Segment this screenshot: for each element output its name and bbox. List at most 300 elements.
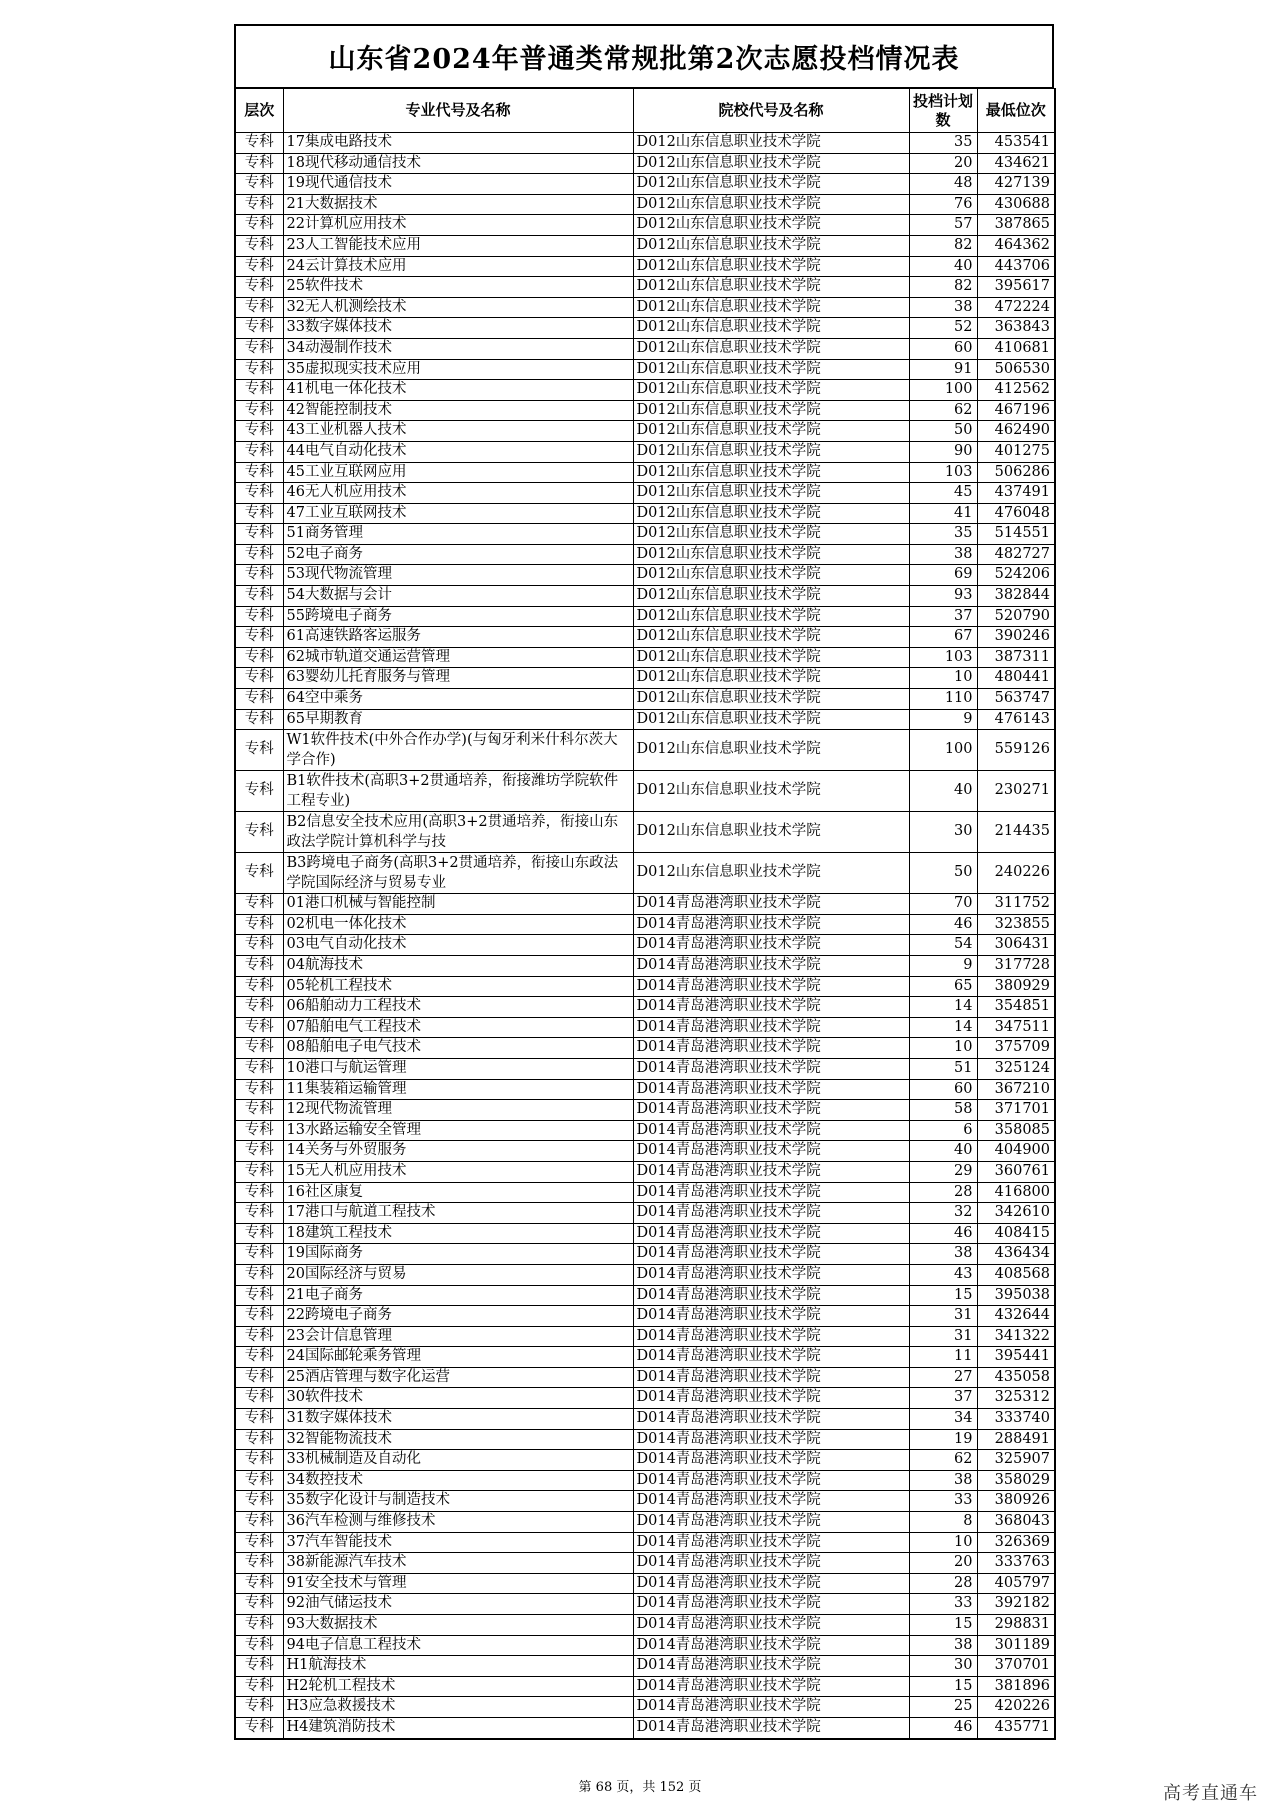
table-row xyxy=(235,1450,1055,1471)
cell-school: D012山东信息职业技术学院 xyxy=(633,318,909,339)
cell-school: D014青岛港湾职业技术学院 xyxy=(633,1470,909,1491)
cell-major: 34数控技术 xyxy=(283,1470,633,1491)
cell-plan: 14 xyxy=(909,1017,977,1038)
table-row xyxy=(235,1017,1055,1038)
cell-plan: 48 xyxy=(909,174,977,195)
cell-major: 02机电一体化技术 xyxy=(283,914,633,935)
cell-level: 专科 xyxy=(235,483,283,504)
cell-level: 专科 xyxy=(235,1326,283,1347)
cell-rank: 435771 xyxy=(977,1717,1055,1738)
watermark: 高考直通车 xyxy=(1163,1783,1258,1804)
cell-school: D014青岛港湾职业技术学院 xyxy=(633,1182,909,1203)
cell-rank: 358029 xyxy=(977,1470,1055,1491)
header-school: 院校代号及名称 xyxy=(633,89,909,133)
cell-plan: 15 xyxy=(909,1615,977,1636)
cell-plan: 14 xyxy=(909,997,977,1018)
cell-school: D012山东信息职业技术学院 xyxy=(633,380,909,401)
cell-level: 专科 xyxy=(235,1656,283,1677)
cell-school: D014青岛港湾职业技术学院 xyxy=(633,1532,909,1553)
cell-major: 62城市轨道交通运营管理 xyxy=(283,647,633,668)
cell-level: 专科 xyxy=(235,1615,283,1636)
cell-rank: 420226 xyxy=(977,1697,1055,1718)
cell-school: D012山东信息职业技术学院 xyxy=(633,174,909,195)
cell-school: D012山东信息职业技术学院 xyxy=(633,647,909,668)
cell-rank: 317728 xyxy=(977,956,1055,977)
cell-plan: 10 xyxy=(909,1532,977,1553)
cell-level: 专科 xyxy=(235,565,283,586)
cell-level: 专科 xyxy=(235,1203,283,1224)
table-row xyxy=(235,1388,1055,1409)
cell-plan: 82 xyxy=(909,235,977,256)
cell-major: H3应急救援技术 xyxy=(283,1697,633,1718)
cell-rank: 306431 xyxy=(977,935,1055,956)
cell-major: 19国际商务 xyxy=(283,1244,633,1265)
cell-level: 专科 xyxy=(235,1244,283,1265)
table-row xyxy=(235,586,1055,607)
cell-major: 22计算机应用技术 xyxy=(283,215,633,236)
table-row xyxy=(235,235,1055,256)
cell-major: 07船舶电气工程技术 xyxy=(283,1017,633,1038)
cell-plan: 40 xyxy=(909,256,977,277)
cell-level: 专科 xyxy=(235,215,283,236)
cell-level: 专科 xyxy=(235,1470,283,1491)
table-row xyxy=(235,1429,1055,1450)
cell-plan: 38 xyxy=(909,1635,977,1656)
cell-level: 专科 xyxy=(235,133,283,154)
cell-plan: 70 xyxy=(909,894,977,915)
cell-rank: 392182 xyxy=(977,1594,1055,1615)
cell-plan: 103 xyxy=(909,462,977,483)
table-row xyxy=(235,1264,1055,1285)
cell-major: 21电子商务 xyxy=(283,1285,633,1306)
table-row xyxy=(235,153,1055,174)
cell-school: D014青岛港湾职业技术学院 xyxy=(633,1615,909,1636)
cell-level: 专科 xyxy=(235,1285,283,1306)
cell-plan: 27 xyxy=(909,1367,977,1388)
table-row xyxy=(235,483,1055,504)
cell-school: D012山东信息职业技术学院 xyxy=(633,524,909,545)
cell-rank: 360761 xyxy=(977,1161,1055,1182)
table-row xyxy=(235,1717,1055,1738)
cell-rank: 416800 xyxy=(977,1182,1055,1203)
cell-level: 专科 xyxy=(235,709,283,730)
cell-plan: 35 xyxy=(909,133,977,154)
cell-rank: 371701 xyxy=(977,1100,1055,1121)
cell-rank: 214435 xyxy=(977,812,1055,853)
cell-major: 11集装箱运输管理 xyxy=(283,1079,633,1100)
cell-plan: 50 xyxy=(909,853,977,894)
table-row xyxy=(235,215,1055,236)
cell-rank: 412562 xyxy=(977,380,1055,401)
cell-plan: 41 xyxy=(909,503,977,524)
cell-major: 30软件技术 xyxy=(283,1388,633,1409)
cell-school: D014青岛港湾职业技术学院 xyxy=(633,1594,909,1615)
cell-plan: 31 xyxy=(909,1306,977,1327)
cell-school: D012山东信息职业技术学院 xyxy=(633,297,909,318)
cell-major: B3跨境电子商务(高职3+2贯通培养，衔接山东政法学院国际经济与贸易专业 xyxy=(283,853,633,894)
cell-plan: 60 xyxy=(909,1079,977,1100)
cell-level: 专科 xyxy=(235,1141,283,1162)
cell-school: D014青岛港湾职业技术学院 xyxy=(633,914,909,935)
cell-plan: 10 xyxy=(909,668,977,689)
cell-school: D012山东信息职业技术学院 xyxy=(633,338,909,359)
cell-level: 专科 xyxy=(235,1161,283,1182)
cell-rank: 381896 xyxy=(977,1676,1055,1697)
cell-level: 专科 xyxy=(235,297,283,318)
cell-rank: 380929 xyxy=(977,976,1055,997)
cell-plan: 38 xyxy=(909,544,977,565)
cell-rank: 436434 xyxy=(977,1244,1055,1265)
cell-level: 专科 xyxy=(235,812,283,853)
cell-school: D012山东信息职业技术学院 xyxy=(633,421,909,442)
cell-level: 专科 xyxy=(235,1409,283,1430)
cell-major: B2信息安全技术应用(高职3+2贯通培养，衔接山东政法学院计算机科学与技 xyxy=(283,812,633,853)
table-row xyxy=(235,1409,1055,1430)
cell-plan: 9 xyxy=(909,956,977,977)
cell-level: 专科 xyxy=(235,174,283,195)
cell-level: 专科 xyxy=(235,1388,283,1409)
cell-major: 35数字化设计与制造技术 xyxy=(283,1491,633,1512)
table-row xyxy=(235,277,1055,298)
cell-plan: 103 xyxy=(909,647,977,668)
cell-plan: 54 xyxy=(909,935,977,956)
header-level: 层次 xyxy=(235,89,283,133)
cell-level: 专科 xyxy=(235,1120,283,1141)
cell-school: D014青岛港湾职业技术学院 xyxy=(633,1367,909,1388)
cell-plan: 8 xyxy=(909,1512,977,1533)
cell-level: 专科 xyxy=(235,524,283,545)
header-plan: 投档计划数 xyxy=(909,89,977,133)
table-row xyxy=(235,133,1055,154)
cell-major: 18建筑工程技术 xyxy=(283,1223,633,1244)
cell-plan: 11 xyxy=(909,1347,977,1368)
cell-school: D012山东信息职业技术学院 xyxy=(633,194,909,215)
cell-plan: 37 xyxy=(909,606,977,627)
cell-plan: 62 xyxy=(909,1450,977,1471)
cell-level: 专科 xyxy=(235,1347,283,1368)
cell-school: D014青岛港湾职业技术学院 xyxy=(633,1141,909,1162)
cell-level: 专科 xyxy=(235,1676,283,1697)
cell-level: 专科 xyxy=(235,1100,283,1121)
table-row xyxy=(235,1367,1055,1388)
cell-rank: 480441 xyxy=(977,668,1055,689)
cell-school: D012山东信息职业技术学院 xyxy=(633,586,909,607)
table-row xyxy=(235,853,1055,894)
cell-school: D012山东信息职业技术学院 xyxy=(633,730,909,771)
cell-plan: 45 xyxy=(909,483,977,504)
cell-plan: 46 xyxy=(909,1223,977,1244)
cell-rank: 298831 xyxy=(977,1615,1055,1636)
cell-level: 专科 xyxy=(235,1038,283,1059)
cell-major: 23会计信息管理 xyxy=(283,1326,633,1347)
cell-level: 专科 xyxy=(235,1573,283,1594)
cell-school: D012山东信息职业技术学院 xyxy=(633,359,909,380)
cell-school: D014青岛港湾职业技术学院 xyxy=(633,1553,909,1574)
cell-plan: 76 xyxy=(909,194,977,215)
cell-major: H1航海技术 xyxy=(283,1656,633,1677)
cell-level: 专科 xyxy=(235,1429,283,1450)
cell-school: D012山东信息职业技术学院 xyxy=(633,503,909,524)
cell-major: 43工业机器人技术 xyxy=(283,421,633,442)
cell-school: D012山东信息职业技术学院 xyxy=(633,668,909,689)
cell-major: 41机电一体化技术 xyxy=(283,380,633,401)
cell-plan: 15 xyxy=(909,1285,977,1306)
table-row xyxy=(235,359,1055,380)
table-row xyxy=(235,565,1055,586)
cell-school: D012山东信息职业技术学院 xyxy=(633,133,909,154)
cell-major: 03电气自动化技术 xyxy=(283,935,633,956)
cell-major: 18现代移动通信技术 xyxy=(283,153,633,174)
cell-major: W1软件技术(中外合作办学)(与匈牙利米什科尔茨大学合作) xyxy=(283,730,633,771)
table-row xyxy=(235,544,1055,565)
cell-major: 45工业互联网应用 xyxy=(283,462,633,483)
cell-rank: 367210 xyxy=(977,1079,1055,1100)
cell-rank: 382844 xyxy=(977,586,1055,607)
cell-school: D012山东信息职业技术学院 xyxy=(633,853,909,894)
cell-rank: 325312 xyxy=(977,1388,1055,1409)
cell-school: D014青岛港湾职业技术学院 xyxy=(633,1697,909,1718)
cell-major: 22跨境电子商务 xyxy=(283,1306,633,1327)
cell-level: 专科 xyxy=(235,771,283,812)
cell-rank: 472224 xyxy=(977,297,1055,318)
table-row xyxy=(235,1182,1055,1203)
table-row xyxy=(235,1491,1055,1512)
cell-rank: 342610 xyxy=(977,1203,1055,1224)
cell-plan: 19 xyxy=(909,1429,977,1450)
cell-plan: 58 xyxy=(909,1100,977,1121)
cell-major: 14关务与外贸服务 xyxy=(283,1141,633,1162)
table-row xyxy=(235,462,1055,483)
cell-major: H2轮机工程技术 xyxy=(283,1676,633,1697)
cell-rank: 301189 xyxy=(977,1635,1055,1656)
cell-major: 52电子商务 xyxy=(283,544,633,565)
cell-major: 25软件技术 xyxy=(283,277,633,298)
cell-plan: 82 xyxy=(909,277,977,298)
table-row xyxy=(235,400,1055,421)
cell-plan: 31 xyxy=(909,1326,977,1347)
cell-rank: 230271 xyxy=(977,771,1055,812)
cell-level: 专科 xyxy=(235,462,283,483)
table-row xyxy=(235,1512,1055,1533)
cell-level: 专科 xyxy=(235,627,283,648)
table-row xyxy=(235,1141,1055,1162)
cell-rank: 354851 xyxy=(977,997,1055,1018)
cell-rank: 464362 xyxy=(977,235,1055,256)
table-row xyxy=(235,1038,1055,1059)
cell-major: 65早期教育 xyxy=(283,709,633,730)
table-row xyxy=(235,997,1055,1018)
cell-level: 专科 xyxy=(235,338,283,359)
cell-school: D014青岛港湾职业技术学院 xyxy=(633,894,909,915)
cell-major: 46无人机应用技术 xyxy=(283,483,633,504)
cell-level: 专科 xyxy=(235,277,283,298)
table-row xyxy=(235,1161,1055,1182)
cell-rank: 506530 xyxy=(977,359,1055,380)
table-row xyxy=(235,914,1055,935)
cell-major: 42智能控制技术 xyxy=(283,400,633,421)
page-title: 山东省2024年普通类常规批第2次志愿投档情况表 xyxy=(234,24,1054,88)
cell-major: 51商务管理 xyxy=(283,524,633,545)
cell-level: 专科 xyxy=(235,503,283,524)
cell-level: 专科 xyxy=(235,1491,283,1512)
table-row xyxy=(235,524,1055,545)
cell-plan: 93 xyxy=(909,586,977,607)
table-row xyxy=(235,894,1055,915)
cell-rank: 311752 xyxy=(977,894,1055,915)
cell-major: 54大数据与会计 xyxy=(283,586,633,607)
cell-level: 专科 xyxy=(235,894,283,915)
cell-level: 专科 xyxy=(235,400,283,421)
cell-level: 专科 xyxy=(235,668,283,689)
page-footer: 第 68 页，共 152 页 xyxy=(578,1780,702,1795)
cell-school: D012山东信息职业技术学院 xyxy=(633,544,909,565)
cell-school: D014青岛港湾职业技术学院 xyxy=(633,1223,909,1244)
table-row xyxy=(235,689,1055,710)
cell-school: D012山东信息职业技术学院 xyxy=(633,235,909,256)
cell-major: 31数字媒体技术 xyxy=(283,1409,633,1430)
cell-rank: 453541 xyxy=(977,133,1055,154)
cell-school: D014青岛港湾职业技术学院 xyxy=(633,1388,909,1409)
cell-major: 34动漫制作技术 xyxy=(283,338,633,359)
cell-school: D012山东信息职业技术学院 xyxy=(633,256,909,277)
cell-school: D014青岛港湾职业技术学院 xyxy=(633,1038,909,1059)
cell-plan: 10 xyxy=(909,1038,977,1059)
cell-level: 专科 xyxy=(235,1182,283,1203)
cell-plan: 25 xyxy=(909,1697,977,1718)
cell-school: D014青岛港湾职业技术学院 xyxy=(633,1244,909,1265)
cell-school: D014青岛港湾职业技术学院 xyxy=(633,1512,909,1533)
cell-school: D014青岛港湾职业技术学院 xyxy=(633,1347,909,1368)
header-rank: 最低位次 xyxy=(977,89,1055,133)
cell-rank: 347511 xyxy=(977,1017,1055,1038)
cell-rank: 410681 xyxy=(977,338,1055,359)
cell-major: 91安全技术与管理 xyxy=(283,1573,633,1594)
cell-school: D014青岛港湾职业技术学院 xyxy=(633,1120,909,1141)
cell-school: D012山东信息职业技术学院 xyxy=(633,689,909,710)
cell-school: D014青岛港湾职业技术学院 xyxy=(633,1203,909,1224)
table-row xyxy=(235,976,1055,997)
cell-major: 21大数据技术 xyxy=(283,194,633,215)
table-body xyxy=(235,133,1055,1739)
cell-rank: 390246 xyxy=(977,627,1055,648)
cell-plan: 40 xyxy=(909,771,977,812)
header-major: 专业代号及名称 xyxy=(283,89,633,133)
cell-school: D014青岛港湾职业技术学院 xyxy=(633,1676,909,1697)
cell-level: 专科 xyxy=(235,1017,283,1038)
cell-plan: 38 xyxy=(909,1244,977,1265)
cell-school: D014青岛港湾职业技术学院 xyxy=(633,1100,909,1121)
cell-major: 32无人机测绘技术 xyxy=(283,297,633,318)
cell-rank: 288491 xyxy=(977,1429,1055,1450)
cell-level: 专科 xyxy=(235,441,283,462)
table-row xyxy=(235,730,1055,771)
cell-major: 13水路运输安全管理 xyxy=(283,1120,633,1141)
cell-school: D014青岛港湾职业技术学院 xyxy=(633,1306,909,1327)
cell-major: 44电气自动化技术 xyxy=(283,441,633,462)
cell-plan: 35 xyxy=(909,524,977,545)
table-row xyxy=(235,1079,1055,1100)
table-row xyxy=(235,380,1055,401)
cell-major: 64空中乘务 xyxy=(283,689,633,710)
cell-plan: 50 xyxy=(909,421,977,442)
cell-major: 24国际邮轮乘务管理 xyxy=(283,1347,633,1368)
cell-major: 01港口机械与智能控制 xyxy=(283,894,633,915)
cell-rank: 476143 xyxy=(977,709,1055,730)
cell-major: 25酒店管理与数字化运营 xyxy=(283,1367,633,1388)
cell-plan: 51 xyxy=(909,1058,977,1079)
cell-level: 专科 xyxy=(235,1532,283,1553)
table-row xyxy=(235,1573,1055,1594)
cell-rank: 401275 xyxy=(977,441,1055,462)
cell-level: 专科 xyxy=(235,153,283,174)
cell-plan: 30 xyxy=(909,812,977,853)
cell-rank: 432644 xyxy=(977,1306,1055,1327)
cell-rank: 395038 xyxy=(977,1285,1055,1306)
cell-plan: 100 xyxy=(909,380,977,401)
cell-level: 专科 xyxy=(235,689,283,710)
cell-rank: 506286 xyxy=(977,462,1055,483)
cell-plan: 57 xyxy=(909,215,977,236)
cell-plan: 33 xyxy=(909,1491,977,1512)
cell-major: 53现代物流管理 xyxy=(283,565,633,586)
cell-major: 55跨境电子商务 xyxy=(283,606,633,627)
cell-rank: 520790 xyxy=(977,606,1055,627)
cell-school: D014青岛港湾职业技术学院 xyxy=(633,1635,909,1656)
cell-major: 17港口与航道工程技术 xyxy=(283,1203,633,1224)
admission-table xyxy=(234,88,1056,1740)
cell-rank: 559126 xyxy=(977,730,1055,771)
cell-rank: 482727 xyxy=(977,544,1055,565)
cell-major: 08船舶电子电气技术 xyxy=(283,1038,633,1059)
cell-rank: 563747 xyxy=(977,689,1055,710)
cell-level: 专科 xyxy=(235,730,283,771)
table-row xyxy=(235,1244,1055,1265)
cell-major: 16社区康复 xyxy=(283,1182,633,1203)
cell-school: D014青岛港湾职业技术学院 xyxy=(633,1409,909,1430)
table-row xyxy=(235,1306,1055,1327)
cell-rank: 325124 xyxy=(977,1058,1055,1079)
cell-plan: 28 xyxy=(909,1573,977,1594)
cell-major: 32智能物流技术 xyxy=(283,1429,633,1450)
cell-major: 33机械制造及自动化 xyxy=(283,1450,633,1471)
table-row xyxy=(235,297,1055,318)
table-row xyxy=(235,1223,1055,1244)
cell-plan: 34 xyxy=(909,1409,977,1430)
table-row xyxy=(235,1285,1055,1306)
cell-rank: 514551 xyxy=(977,524,1055,545)
table-row xyxy=(235,606,1055,627)
cell-rank: 333740 xyxy=(977,1409,1055,1430)
cell-school: D012山东信息职业技术学院 xyxy=(633,277,909,298)
cell-rank: 395441 xyxy=(977,1347,1055,1368)
cell-school: D014青岛港湾职业技术学院 xyxy=(633,1079,909,1100)
cell-rank: 375709 xyxy=(977,1038,1055,1059)
cell-school: D012山东信息职业技术学院 xyxy=(633,153,909,174)
cell-level: 专科 xyxy=(235,544,283,565)
table-row xyxy=(235,1594,1055,1615)
cell-major: 93大数据技术 xyxy=(283,1615,633,1636)
cell-major: 17集成电路技术 xyxy=(283,133,633,154)
cell-rank: 434621 xyxy=(977,153,1055,174)
cell-school: D012山东信息职业技术学院 xyxy=(633,565,909,586)
table-row xyxy=(235,1347,1055,1368)
table-row xyxy=(235,194,1055,215)
table-row xyxy=(235,503,1055,524)
cell-major: 33数字媒体技术 xyxy=(283,318,633,339)
cell-rank: 333763 xyxy=(977,1553,1055,1574)
cell-school: D012山东信息职业技术学院 xyxy=(633,627,909,648)
cell-school: D012山东信息职业技术学院 xyxy=(633,215,909,236)
